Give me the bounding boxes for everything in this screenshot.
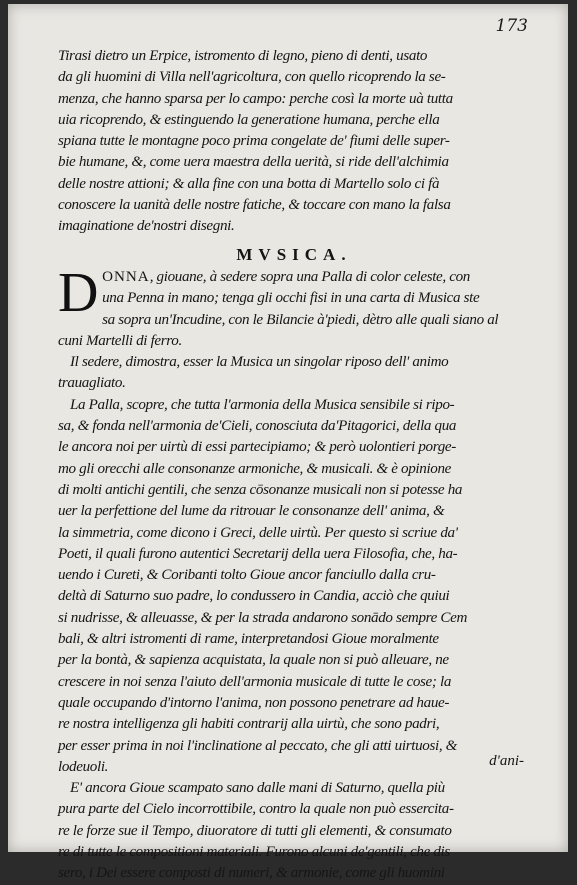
section-heading: MVSICA. [236,244,352,264]
text-line: sa sopra un'Incudine, con le Bilancie à'piedi, dètro alle quali siano al [102,311,499,328]
page-number: 173 [495,16,528,36]
text-line: spiana tutte le montagne poco prima congelate de' fiumi delle super- [58,133,450,150]
text-line: quale occupando d'intorno l'anima, non possono penetrare ad haue- [58,694,450,711]
text-line: la simmetria, come dicono i Greci, delle uirtù. Per questo si scriue da' [58,524,458,541]
text-line: per esser prima in noi l'inclinatione al peccato, che gli atti uirtuosi, & [58,737,458,754]
text-line: da gli huomini di Villa nell'agricoltura, con quello ricoprendo la se- [58,69,446,86]
text-line: si nudrisse, & alleuasse, & per la strada andarono sonādo sempre Cem [58,609,468,626]
text-line: mo gli orecchi alle consonanze armoniche, & musicali. & è opinione [58,460,452,477]
text-line: Il sedere, dimostra, esser la Musica un singolar riposo dell' animo [70,354,449,371]
text-line: una Penna in mano; tenga gli occhi fisi in una carta di Musica ste [102,290,480,307]
drop-cap: D [58,261,99,324]
text-line: lodeuoli. [58,758,109,775]
text-line: delle nostre attioni; & alla fine con una botta di Martello solo ci fà [58,175,440,192]
book-page [8,4,568,882]
text-line: per la bontà, & sapienza acquistata, la quale non si può alleuare, ne [58,652,449,669]
text-line: deltà di Saturno suo padre, lo condussero in Candia, acciò che quiui [58,588,450,605]
text-line: sero, i Dei essere composti di numeri, & armonie, come gli huomini [58,865,445,882]
text-line: menza, che hanno sparsa per lo campo: perche così la morte uà tutta [58,90,453,107]
page-text [58,46,530,885]
smallcaps-word: ONNA [102,268,150,285]
text-line: re nostra intelligenza gli habiti contrarij alla uirtù, che sono padri, [58,716,440,733]
text-line: cuni Martelli di ferro. [58,332,182,349]
text-line: conoscere la uanità delle nostre fatiche, & toccare con mano la falsa [58,197,451,214]
text-line: re le forze sue il Tempo, diuoratore di tutti gli elementi, & consumato [58,822,452,839]
text-line: uendo i Cureti, & Coribanti tolto Gioue ancor fanciullo dalla cru- [58,567,436,584]
text-line: Tirasi dietro un Erpice, istromento di legno, pieno di denti, usato [58,48,428,64]
text-line: uia ricoprendo, & estinguendo la generatione humana, perche ella [58,111,440,128]
text-line: ONNA, giouane, à sedere sopra una Palla di color celeste, con [102,268,470,285]
text-line: le ancora noi per uirtù di essi partecipiamo; & però uolontieri porge- [58,439,456,456]
description-paragraph [58,261,530,352]
text-line: re di tutte le compositioni materiali. Furono alcuni de'gentili, che dis [58,843,450,860]
catchword: d'ani- [489,753,524,769]
text-line: bie humane, &, come uera maestra della uerità, si ride dell'alchimia [58,154,449,171]
text-line: trauagliato. [58,375,126,392]
text-line: bali, & altri istromenti di rame, interpretandosi Gioue moralmente [58,631,439,648]
text-line: sa, & fonda nell'armonia de'Cieli, conosciuta da'Pitagorici, della qua [58,418,457,435]
text-line: di molti antichi gentili, che senza cōsonanze musicali non si potesse ha [58,481,463,498]
text-line: uer la perfettione del lume da ritrouar le consonanze dell' anima, & [58,503,445,520]
text-line: imaginatione de'nostri disegni. [58,218,235,235]
text-line: crescere in noi senza l'aiuto dell'armonia musicale di tutte le cose; la [58,673,452,690]
text-line: Poeti, il quali furono autentici Secretarij della uera Filosofia, che, ha- [58,545,458,562]
intro-paragraph [58,46,530,238]
text-line: E' ancora Gioue scampato sano dalle mani di Saturno, quella più [70,780,445,797]
text-line: La Palla, scopre, che tutta l'armonia della Musica sensibile si ripo- [70,396,455,413]
body-paragraphs [58,352,530,884]
text-line: pura parte del Cielo incorrottibile, contro la quale non può essercita- [58,801,454,818]
